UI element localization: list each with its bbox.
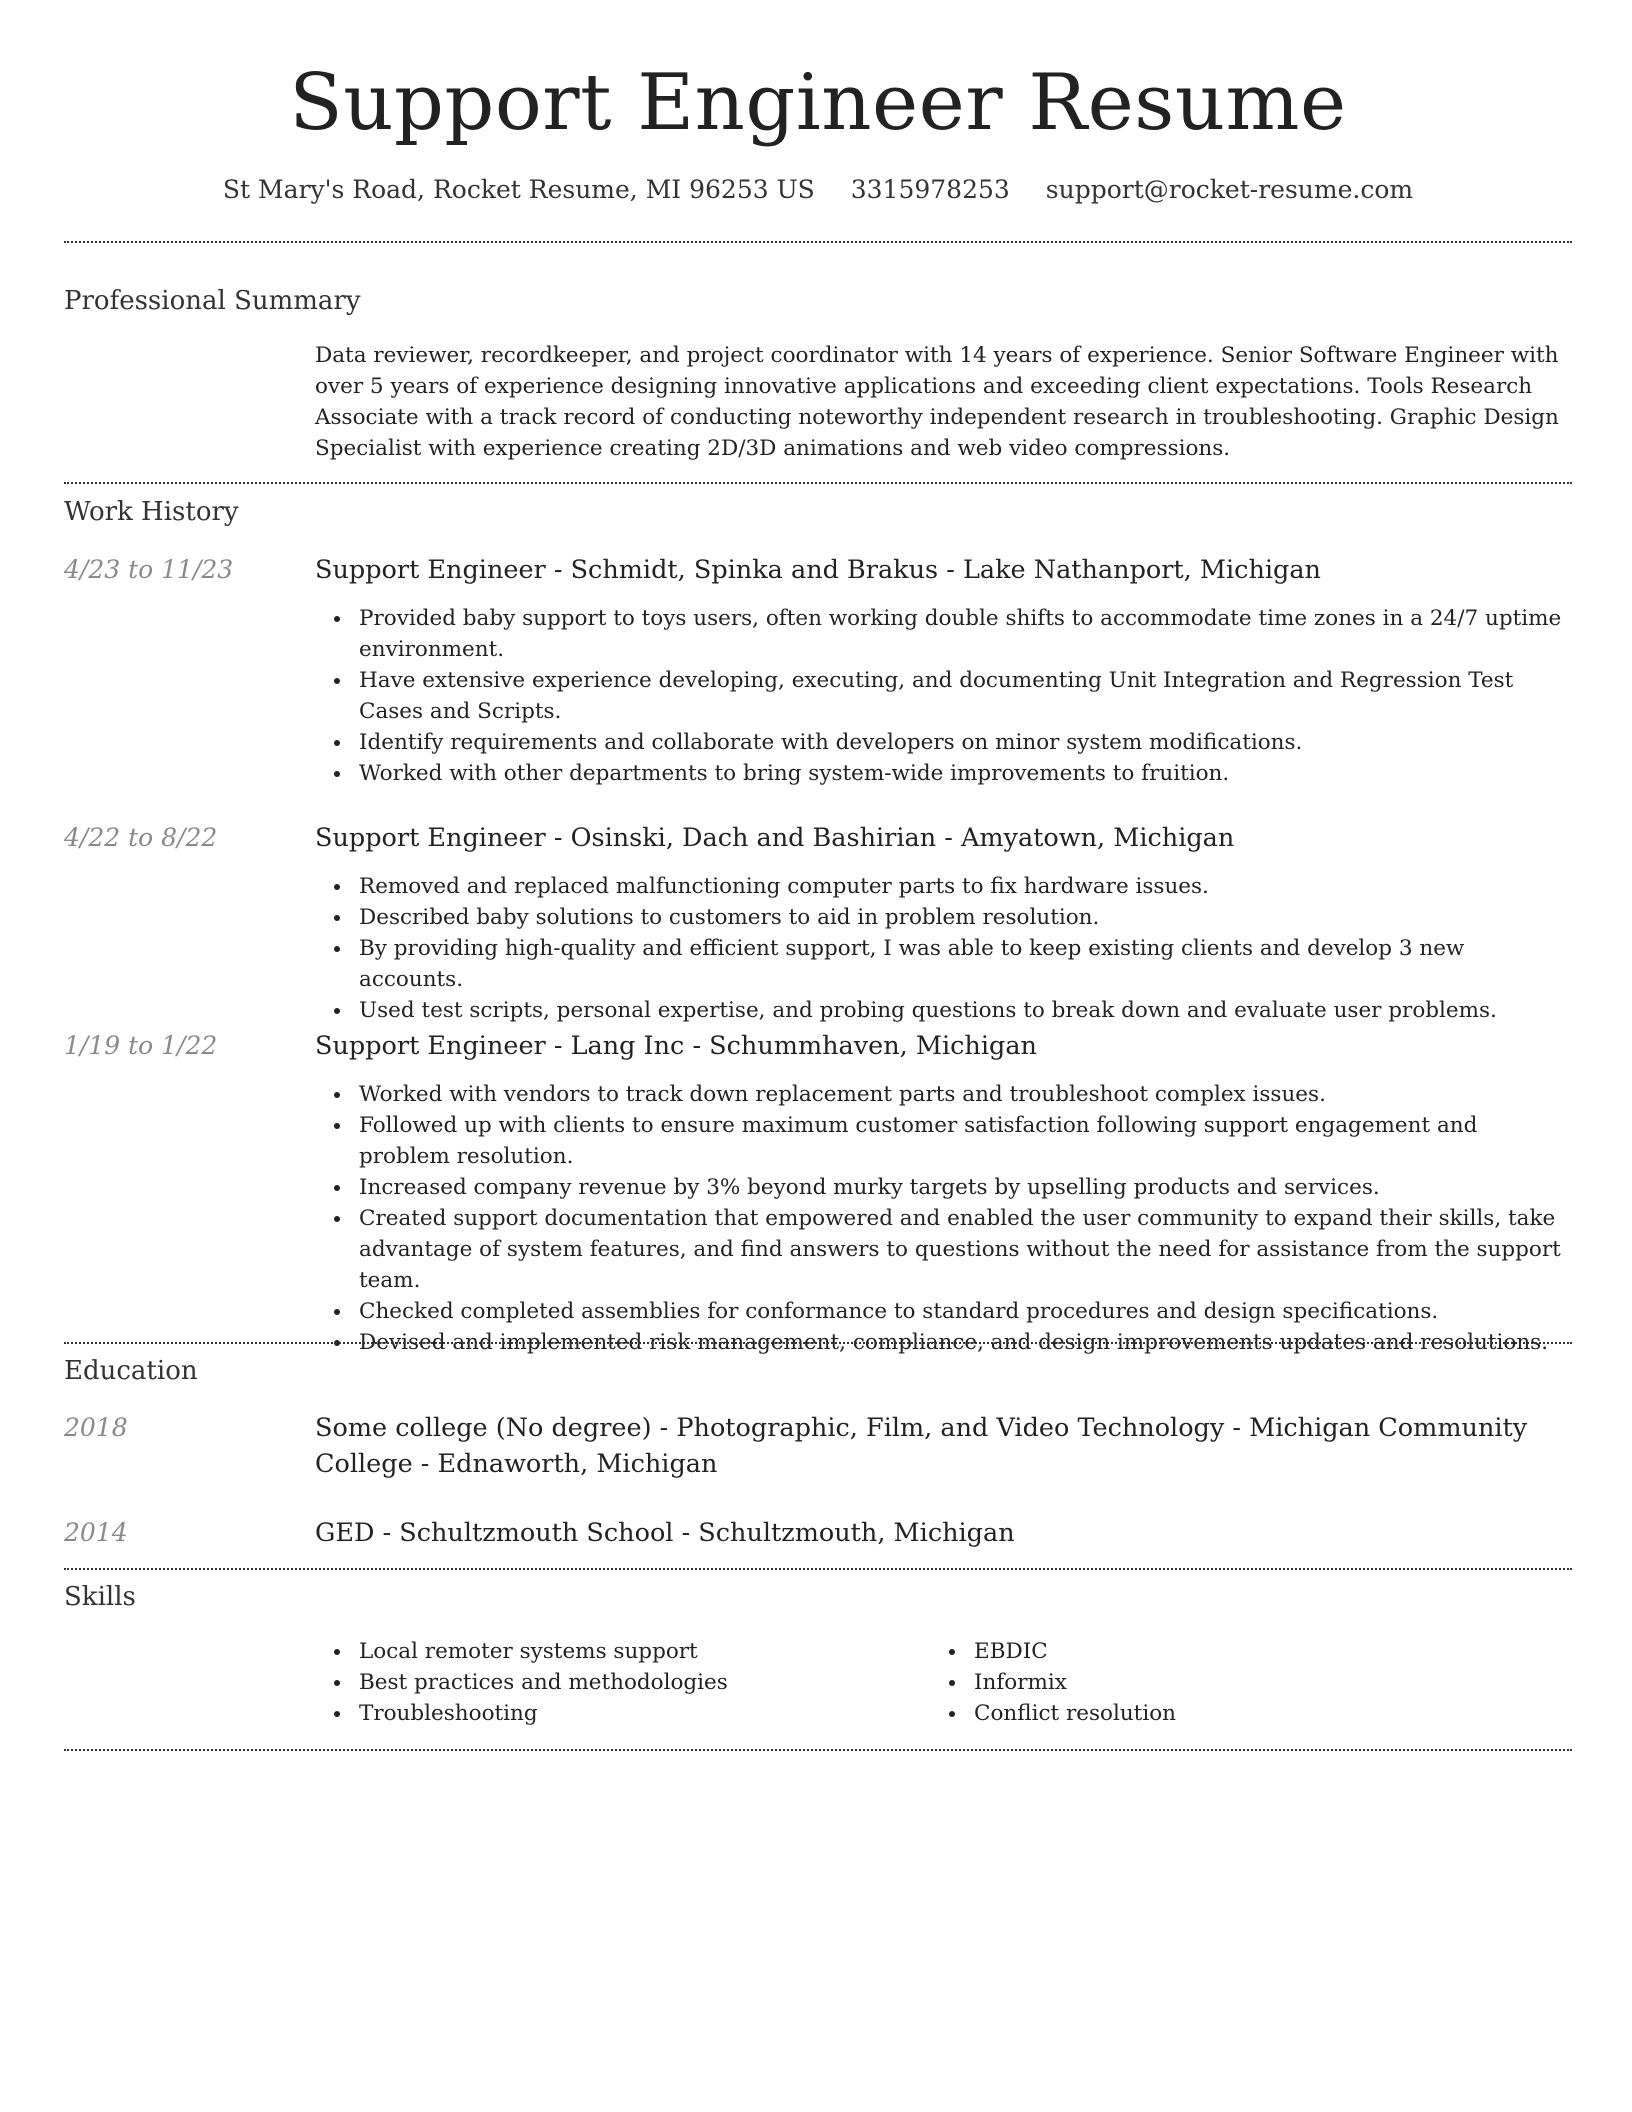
job-bullet: Increased company revenue by 3% beyond murky targets by upselling products and services. xyxy=(359,1172,1572,1203)
job-bullet: By providing high-quality and efficient support, I was able to keep existing clients and develop 3 new accounts. xyxy=(359,933,1572,995)
section-divider xyxy=(64,482,1572,484)
skill-item: Troubleshooting xyxy=(359,1698,915,1729)
summary-heading: Professional Summary xyxy=(64,286,361,316)
job-title: Support Engineer - Lang Inc - Schummhaven, Michigan xyxy=(315,1031,1037,1061)
job-bullet: Created support documentation that empowered and enabled the user community to expand their skills, take advantage of system features, and find answers to questions without the need for assistance from the support team. xyxy=(359,1203,1572,1296)
skill-item: Local remoter systems support xyxy=(359,1636,915,1667)
job-dates: 4/22 to 8/22 xyxy=(64,823,218,852)
skill-item: Best practices and methodologies xyxy=(359,1667,915,1698)
job-bullet: Worked with other departments to bring system-wide improvements to fruition. xyxy=(359,758,1572,789)
education-year: 2018 xyxy=(64,1413,128,1442)
contact-line xyxy=(64,170,1572,210)
section-divider xyxy=(64,1342,1572,1344)
contact-email: support@rocket-resume.com xyxy=(1045,175,1414,204)
section-divider xyxy=(64,1749,1572,1751)
section-divider xyxy=(64,241,1572,243)
summary-text: Data reviewer, recordkeeper, and project coordinator with 14 years of experience. Senior Software Engineer with over 5 years of experience designing innovative applications and exceeding client expectations. Tools Research Associate with a track record of conducting noteworthy independent research in troubleshooting. Graphic Design Specialist with experience creating 2D/3D animations and web video compressions. xyxy=(315,343,1559,461)
skill-item: EBDIC xyxy=(974,1636,1530,1667)
skill-item: Informix xyxy=(974,1667,1530,1698)
job-dates: 1/19 to 1/22 xyxy=(64,1031,218,1060)
job-bullet: Removed and replaced malfunctioning computer parts to fix hardware issues. xyxy=(359,871,1572,902)
work-history-heading: Work History xyxy=(64,497,239,527)
job-bullet: Identify requirements and collaborate with developers on minor system modifications. xyxy=(359,727,1572,758)
job-bullet: Described baby solutions to customers to aid in problem resolution. xyxy=(359,902,1572,933)
job-bullets xyxy=(315,1079,1572,1358)
skills-list-right xyxy=(930,1636,1530,1729)
job-bullet: Provided baby support to toys users, often working double shifts to accommodate time zones in a 24/7 uptime environment. xyxy=(359,603,1572,665)
education-title: Some college (No degree) - Photographic, Film, and Video Technology - Michigan Community College - Ednaworth, Michigan xyxy=(315,1413,1528,1479)
education-title: GED - Schultzmouth School - Schultzmouth, Michigan xyxy=(315,1518,1015,1548)
section-divider xyxy=(64,1568,1572,1570)
job-dates: 4/23 to 11/23 xyxy=(64,555,234,584)
job-bullet: Followed up with clients to ensure maximum customer satisfaction following support engagement and problem resolution. xyxy=(359,1110,1572,1172)
skills-list-left xyxy=(315,1636,915,1729)
skills-heading: Skills xyxy=(64,1582,136,1612)
job-bullet: Worked with vendors to track down replacement parts and troubleshoot complex issues. xyxy=(359,1079,1572,1110)
skill-item: Conflict resolution xyxy=(974,1698,1530,1729)
job-bullet: Checked completed assemblies for conformance to standard procedures and design specifications. xyxy=(359,1296,1572,1327)
job-bullet: Used test scripts, personal expertise, and probing questions to break down and evaluate user problems. xyxy=(359,995,1572,1026)
education-heading: Education xyxy=(64,1356,198,1386)
contact-phone: 3315978253 xyxy=(850,175,1010,204)
resume-title: Support Engineer Resume xyxy=(289,58,1347,148)
job-bullet: Have extensive experience developing, executing, and documenting Unit Integration and Regression Test Cases and Scripts. xyxy=(359,665,1572,727)
contact-address: St Mary's Road, Rocket Resume, MI 96253 US xyxy=(222,175,815,204)
job-bullet: Devised and implemented risk management, compliance, and design improvements updates and resolutions. xyxy=(359,1327,1572,1358)
job-title: Support Engineer - Osinski, Dach and Bashirian - Amyatown, Michigan xyxy=(315,823,1235,853)
job-bullets xyxy=(315,871,1572,1026)
education-year: 2014 xyxy=(64,1518,128,1547)
job-bullets xyxy=(315,603,1572,789)
job-title: Support Engineer - Schmidt, Spinka and Brakus - Lake Nathanport, Michigan xyxy=(315,555,1321,585)
